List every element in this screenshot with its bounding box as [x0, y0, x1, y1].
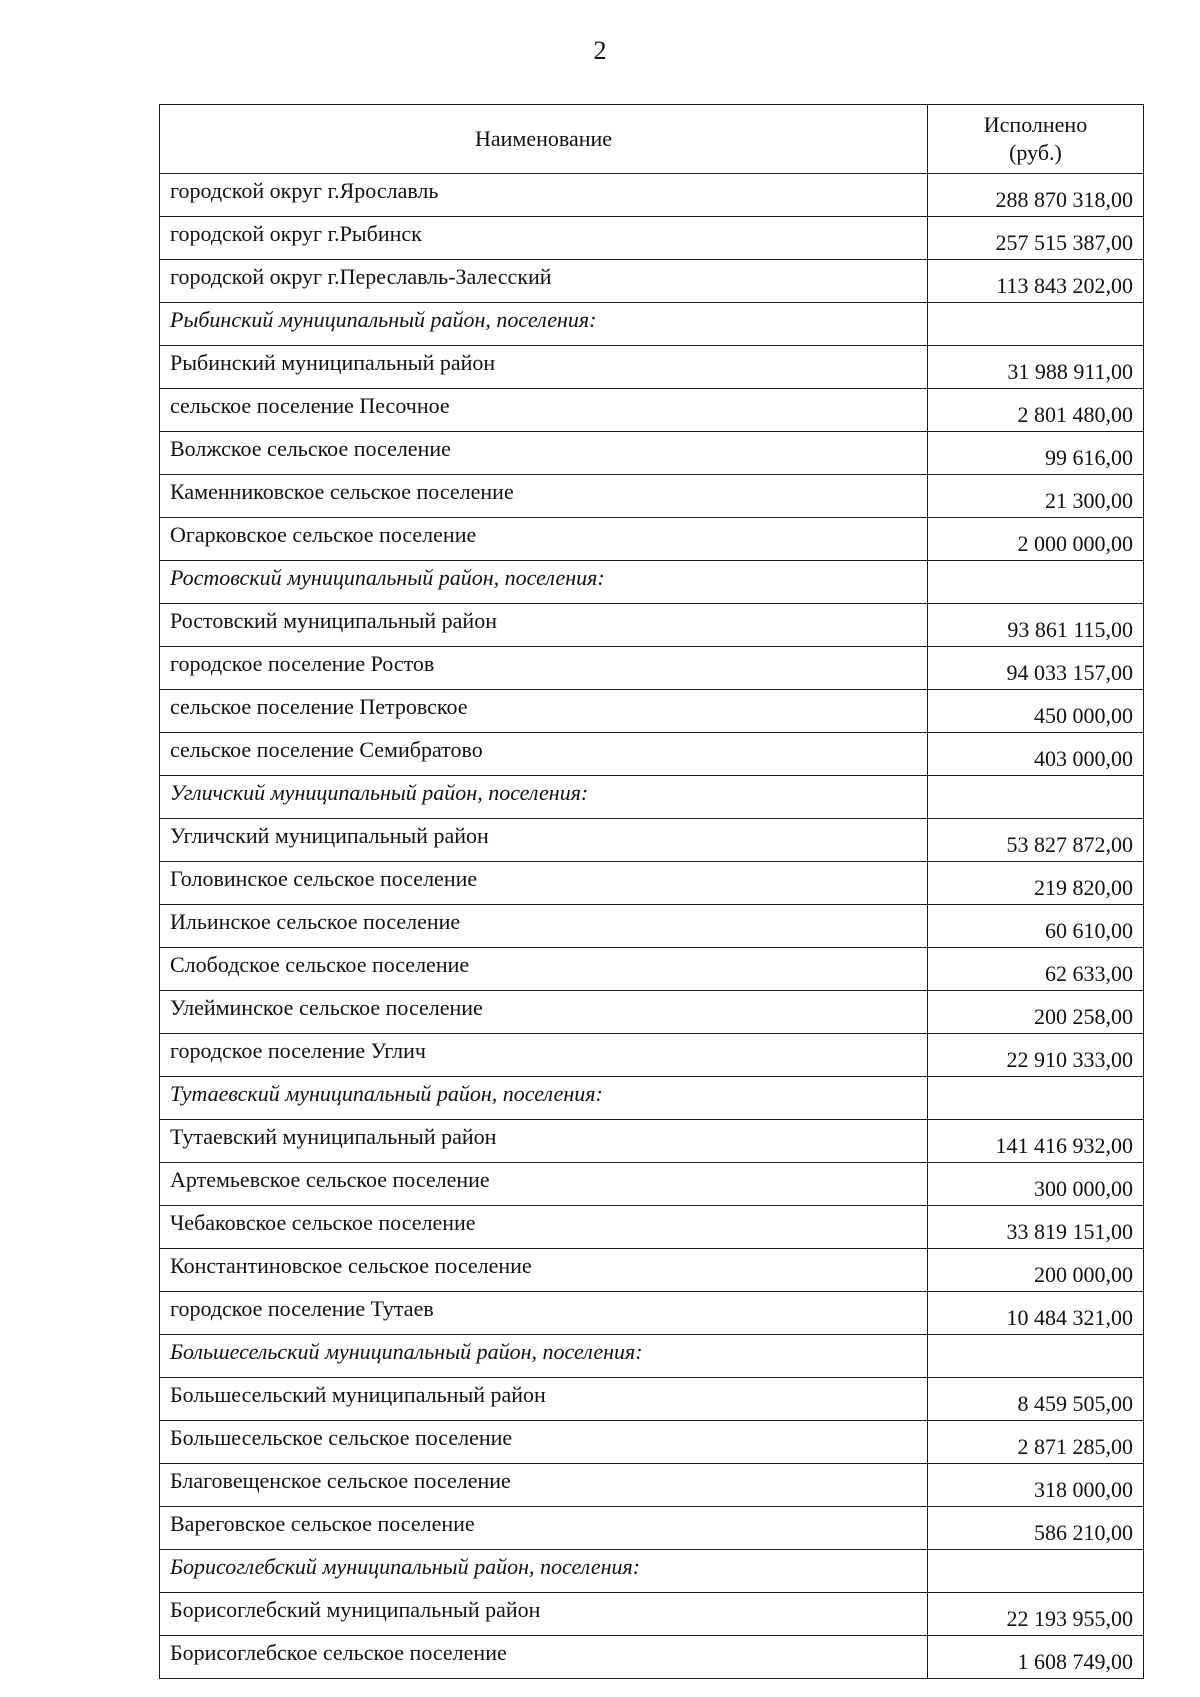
group-header-row: [160, 303, 1144, 346]
table-row: [160, 647, 1144, 690]
name-cell: Благовещенское сельское поселение: [160, 1464, 928, 1507]
amount-cell: 318 000,00: [928, 1464, 1144, 1507]
amount-cell: 10 484 321,00: [928, 1292, 1144, 1335]
amount-cell: 22 193 955,00: [928, 1593, 1144, 1636]
name-cell: сельское поселение Петровское: [160, 690, 928, 733]
table-row: [160, 991, 1144, 1034]
group-header-row: [160, 1335, 1144, 1378]
name-cell: Борисоглебское сельское поселение: [160, 1636, 928, 1679]
amount-cell: [928, 303, 1144, 346]
name-cell: городской округ г.Рыбинск: [160, 217, 928, 260]
table-row: [160, 733, 1144, 776]
table-row: [160, 1507, 1144, 1550]
page-number: 2: [593, 36, 607, 65]
name-cell: городское поселение Ростов: [160, 647, 928, 690]
name-cell: сельское поселение Семибратово: [160, 733, 928, 776]
table-row: [160, 1421, 1144, 1464]
group-name-cell: Угличский муниципальный район, поселения:: [160, 776, 928, 819]
name-cell: Улейминское сельское поселение: [160, 991, 928, 1034]
table-row: [160, 217, 1144, 260]
name-cell: Ростовский муниципальный район: [160, 604, 928, 647]
name-cell: Вареговское сельское поселение: [160, 1507, 928, 1550]
group-name-cell: Ростовский муниципальный район, поселения:: [160, 561, 928, 604]
name-cell: Тутаевский муниципальный район: [160, 1120, 928, 1163]
amount-cell: 200 258,00: [928, 991, 1144, 1034]
table-row: [160, 475, 1144, 518]
name-cell: Угличский муниципальный район: [160, 819, 928, 862]
table-row: [160, 948, 1144, 991]
name-cell: Артемьевское сельское поселение: [160, 1163, 928, 1206]
table-row: [160, 389, 1144, 432]
amount-cell: 94 033 157,00: [928, 647, 1144, 690]
table-row: [160, 1120, 1144, 1163]
header-row: [160, 105, 1144, 174]
group-name-cell: Большесельский муниципальный район, поселения:: [160, 1335, 928, 1378]
group-name-cell: Рыбинский муниципальный район, поселения:: [160, 303, 928, 346]
table-row: [160, 1163, 1144, 1206]
amount-cell: [928, 1335, 1144, 1378]
amount-cell: 257 515 387,00: [928, 217, 1144, 260]
amount-cell: 200 000,00: [928, 1249, 1144, 1292]
budget-execution-table: [159, 104, 1144, 1679]
group-name-cell: Тутаевский муниципальный район, поселения:: [160, 1077, 928, 1120]
amount-cell: [928, 1550, 1144, 1593]
name-cell: Чебаковское сельское поселение: [160, 1206, 928, 1249]
table-row: [160, 862, 1144, 905]
table-row: [160, 690, 1144, 733]
table-row: [160, 518, 1144, 561]
name-cell: Константиновское сельское поселение: [160, 1249, 928, 1292]
amount-cell: 141 416 932,00: [928, 1120, 1144, 1163]
name-cell: Ильинское сельское поселение: [160, 905, 928, 948]
amount-cell: 93 861 115,00: [928, 604, 1144, 647]
amount-cell: 586 210,00: [928, 1507, 1144, 1550]
amount-cell: 300 000,00: [928, 1163, 1144, 1206]
amount-cell: 403 000,00: [928, 733, 1144, 776]
name-cell: городской округ г.Ярославль: [160, 174, 928, 217]
table-row: [160, 819, 1144, 862]
table-row: [160, 1593, 1144, 1636]
name-cell: Волжское сельское поселение: [160, 432, 928, 475]
amount-cell: 450 000,00: [928, 690, 1144, 733]
table-row: [160, 1206, 1144, 1249]
amount-cell: 113 843 202,00: [928, 260, 1144, 303]
table-row: [160, 174, 1144, 217]
amount-cell: [928, 776, 1144, 819]
amount-cell: 219 820,00: [928, 862, 1144, 905]
table-row: [160, 260, 1144, 303]
name-cell: городское поселение Углич: [160, 1034, 928, 1077]
header-amount-unit: (руб.): [1009, 140, 1062, 165]
table-row: [160, 1378, 1144, 1421]
table-header: [160, 105, 1144, 174]
group-header-row: [160, 776, 1144, 819]
group-header-row: [160, 561, 1144, 604]
amount-cell: 22 910 333,00: [928, 1034, 1144, 1077]
table-row: [160, 432, 1144, 475]
amount-cell: [928, 561, 1144, 604]
group-header-row: [160, 1550, 1144, 1593]
table-row: [160, 1464, 1144, 1507]
amount-cell: 99 616,00: [928, 432, 1144, 475]
amount-cell: 288 870 318,00: [928, 174, 1144, 217]
table-row: [160, 1636, 1144, 1679]
amount-cell: 2 801 480,00: [928, 389, 1144, 432]
group-header-row: [160, 1077, 1144, 1120]
table-row: [160, 1249, 1144, 1292]
name-cell: Борисоглебский муниципальный район: [160, 1593, 928, 1636]
header-name: Наименование: [160, 105, 928, 174]
name-cell: Каменниковское сельское поселение: [160, 475, 928, 518]
table-row: [160, 1034, 1144, 1077]
header-amount: [928, 105, 1144, 174]
amount-cell: 53 827 872,00: [928, 819, 1144, 862]
amount-cell: [928, 1077, 1144, 1120]
table-row: [160, 346, 1144, 389]
amount-cell: 2 871 285,00: [928, 1421, 1144, 1464]
name-cell: Головинское сельское поселение: [160, 862, 928, 905]
amount-cell: 31 988 911,00: [928, 346, 1144, 389]
table-row: [160, 604, 1144, 647]
table-row: [160, 1292, 1144, 1335]
table-body: [160, 174, 1144, 1679]
name-cell: Рыбинский муниципальный район: [160, 346, 928, 389]
amount-cell: 33 819 151,00: [928, 1206, 1144, 1249]
group-name-cell: Борисоглебский муниципальный район, поселения:: [160, 1550, 928, 1593]
header-amount-title: Исполнено: [983, 112, 1088, 137]
table-row: [160, 905, 1144, 948]
amount-cell: 60 610,00: [928, 905, 1144, 948]
amount-cell: 8 459 505,00: [928, 1378, 1144, 1421]
name-cell: Слободское сельское поселение: [160, 948, 928, 991]
name-cell: Большесельский муниципальный район: [160, 1378, 928, 1421]
name-cell: Огарковское сельское поселение: [160, 518, 928, 561]
amount-cell: 21 300,00: [928, 475, 1144, 518]
amount-cell: 1 608 749,00: [928, 1636, 1144, 1679]
name-cell: городской округ г.Переславль-Залесский: [160, 260, 928, 303]
name-cell: городское поселение Тутаев: [160, 1292, 928, 1335]
amount-cell: 62 633,00: [928, 948, 1144, 991]
amount-cell: 2 000 000,00: [928, 518, 1144, 561]
name-cell: сельское поселение Песочное: [160, 389, 928, 432]
name-cell: Большесельское сельское поселение: [160, 1421, 928, 1464]
